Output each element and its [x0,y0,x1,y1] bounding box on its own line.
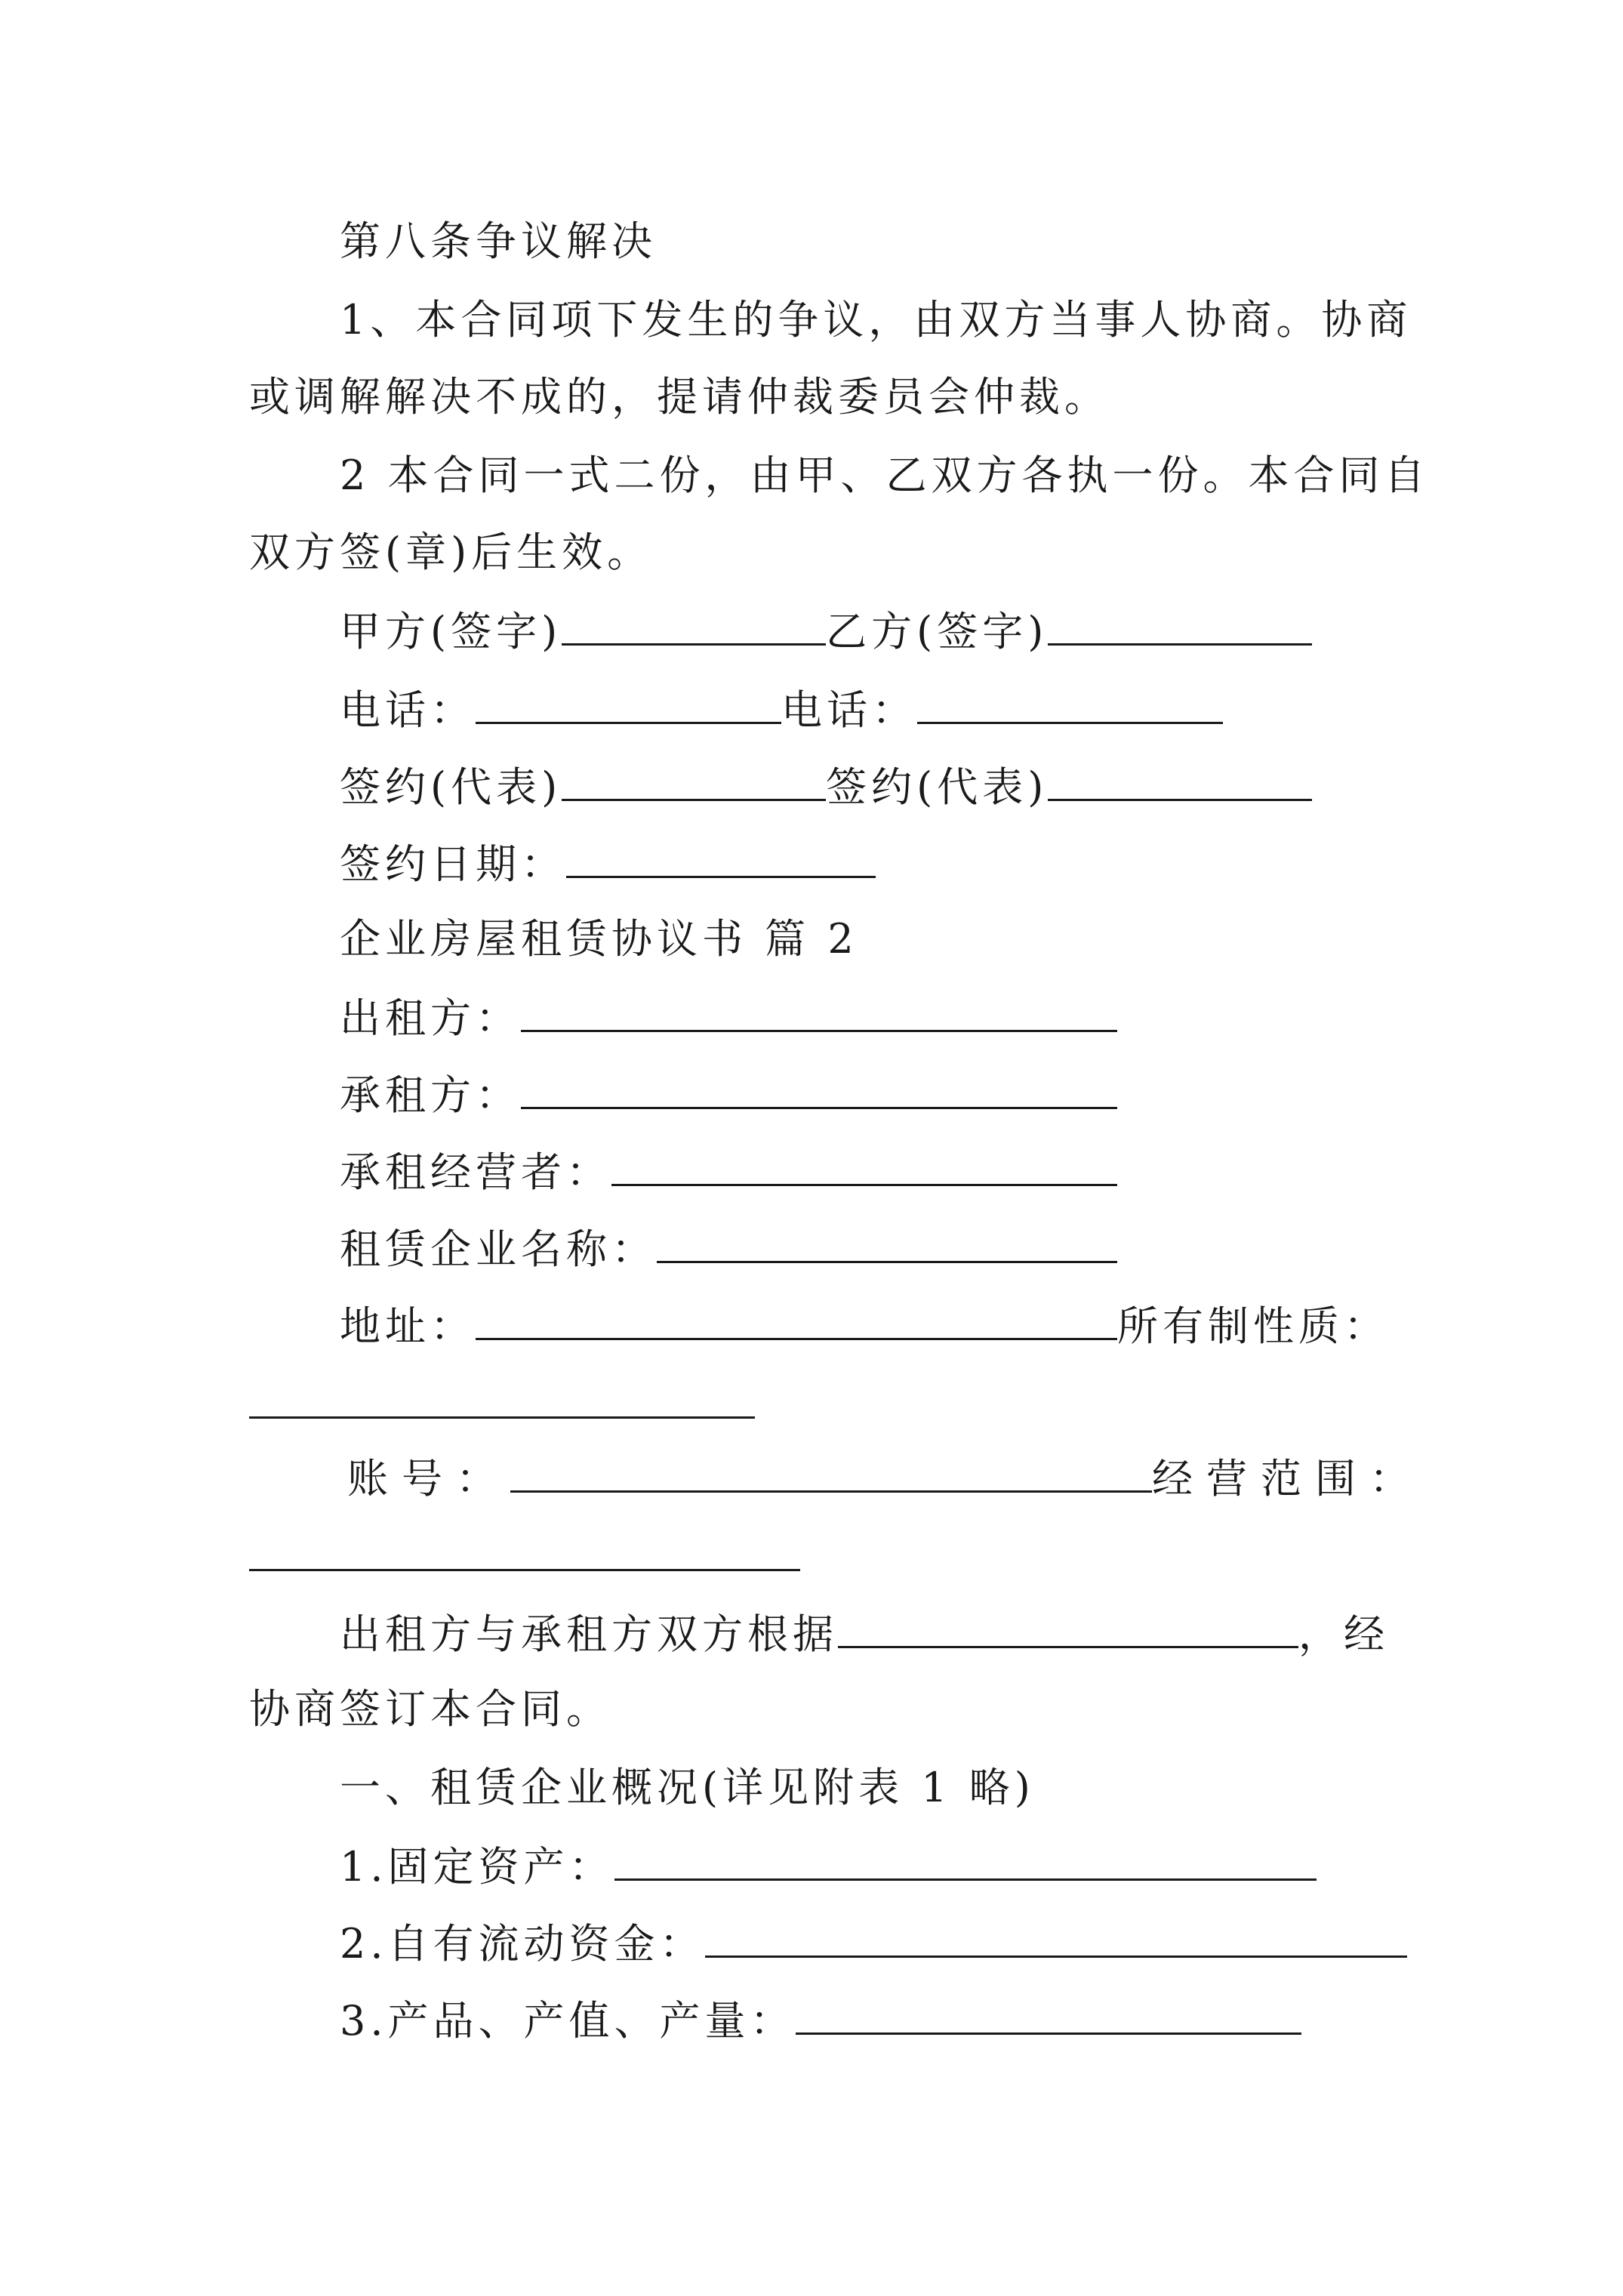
section1-title: 一、租赁企业概况(详见附表 1 略) [340,1764,1035,1811]
fixed-assets-label: 1.固定资产： [340,1843,614,1891]
rep-b-blank [1048,761,1312,801]
working-capital-blank [705,1918,1407,1958]
ownership-blank [249,1416,755,1419]
products-label: 3.产品、产值、产量： [340,1997,796,2045]
business-scope-blank [249,1569,800,1571]
clause1-line1: 1、本合同项下发生的争议，由双方当事人协商。协商 [340,296,1412,344]
phone-row [340,684,1223,735]
party-b-sign-label: 乙方(签字) [826,608,1049,655]
phone-b-blank [917,684,1223,724]
enterprise-name-row [340,1223,1117,1274]
operator-label: 承租经营者： [340,1148,611,1196]
article8-heading: 第八条争议解决 [340,217,657,265]
fixed-assets-row [340,1841,1317,1891]
lessor-label: 出租方： [340,994,521,1042]
operator-blank [611,1146,1117,1186]
lessee-blank [521,1069,1117,1109]
address-row [340,1300,1389,1351]
lessor-blank [521,992,1117,1032]
representative-row [340,761,1312,812]
party-a-sign-label: 甲方(签字) [340,608,562,655]
basis-line2: 协商签订本合同。 [249,1685,611,1733]
working-capital-label: 2.自有流动资金： [340,1920,705,1968]
lessor-row [340,992,1117,1043]
rep-a-blank [562,761,826,801]
fixed-assets-blank [614,1841,1317,1881]
sign-date-row [340,838,876,889]
sign-date-label: 签约日期： [340,840,566,888]
phone-b-label: 电话： [781,686,917,734]
basis-line1 [340,1608,1389,1659]
enterprise-name-label: 租赁企业名称： [340,1225,657,1273]
sign-date-blank [566,838,876,878]
lessee-row [340,1069,1117,1120]
working-capital-row [340,1918,1407,1968]
clause2-line2: 双方签(章)后生效。 [249,529,653,576]
account-row [347,1453,1424,1503]
basis-label: 出租方与承租方双方根据 [340,1610,838,1658]
ownership-label: 所有制性质： [1117,1302,1389,1350]
lessee-label: 承租方： [340,1071,521,1119]
account-blank [510,1453,1152,1493]
account-label: 账号： [347,1455,510,1502]
signature-row-a [340,606,1312,656]
agreement2-title: 企业房屋租赁协议书 篇 2 [340,915,858,963]
business-scope-label: 经营范围： [1152,1455,1424,1502]
address-blank [476,1300,1117,1340]
rep-a-label: 签约(代表) [340,763,562,811]
clause2-line1: 2 本合同一式二份，由甲、乙双方各执一份。本合同自 [340,451,1430,499]
party-b-sign-blank [1048,606,1312,646]
phone-a-label: 电话： [340,686,476,734]
products-row [340,1995,1301,2045]
party-a-sign-blank [562,606,826,646]
rep-b-label: 签约(代表) [826,763,1049,811]
enterprise-name-blank [657,1223,1117,1263]
address-label: 地址： [340,1302,476,1350]
basis-blank [838,1608,1298,1648]
operator-row [340,1146,1117,1197]
basis-suffix: ，经 [1298,1610,1389,1658]
products-blank [796,1995,1301,2035]
phone-a-blank [476,684,781,724]
clause1-line2: 或调解解决不成的，提请仲裁委员会仲裁。 [249,373,1110,421]
